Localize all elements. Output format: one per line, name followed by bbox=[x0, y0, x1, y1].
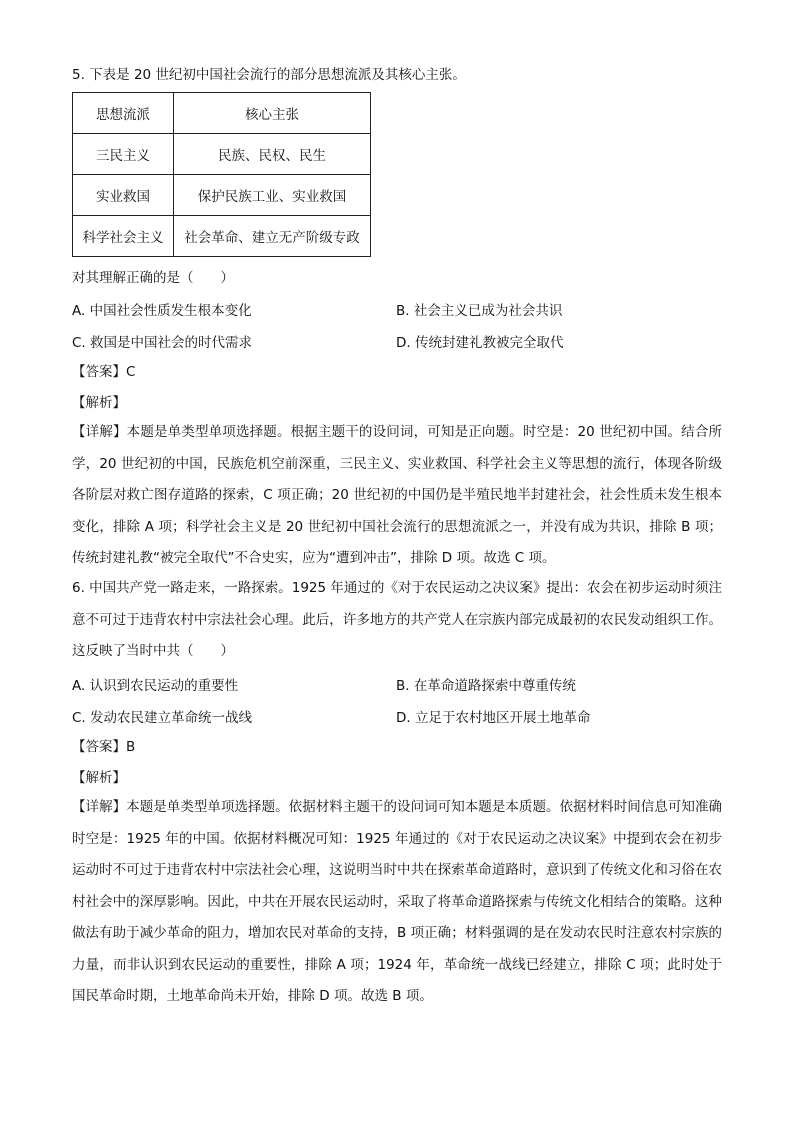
q6-analysis-label: 【解析】 bbox=[72, 770, 126, 786]
table-cell: 保护民族工业、实业救国 bbox=[174, 175, 371, 216]
table-cell: 社会革命、建立无产阶级专政 bbox=[174, 216, 371, 257]
table-cell: 民族、民权、民生 bbox=[174, 134, 371, 175]
q6-detail: 【详解】本题是单类型单项选择题。依据材料主题干的设问词可知本题是本质题。依据材料时间信息可知准确时空是：1925 年的中国。依据材料概况可知：1925 年通过的《对于农民运动之决议案》中提到农会在初步运动时不可过于违背农村中宗法社会心理，这说明当时中共在探索革命道路时，意识到了传统文化和习俗在农村社会中的深厚影响。因此，中共在开展农民运动时，采取了将革命道路探索与传统文化相结合的策略。这种做法有助于减少革命的阻力，增加农民对革命的支持，B 项正确；材料强调的是在发动农民时注意农村宗族的力量，而非认识到农民运动的重要性，排除 A 项；1924 年，革命统一战线已经建立，排除 C 项；此时处于国民革命时期，土地革命尚未开始，排除 D 项。故选 B 项。 bbox=[72, 799, 722, 1004]
q5-option-a: A. 中国社会性质发生根本变化 bbox=[72, 303, 252, 319]
q5-table bbox=[72, 92, 371, 257]
table-cell: 科学社会主义 bbox=[73, 216, 174, 257]
table-row bbox=[73, 175, 371, 216]
table-header-cell: 思想流派 bbox=[73, 93, 174, 134]
q6-option-b: B. 在革命道路探索中尊重传统 bbox=[396, 678, 576, 694]
q5-option-b: B. 社会主义已成为社会共识 bbox=[396, 303, 563, 319]
q6-option-a: A. 认识到农民运动的重要性 bbox=[72, 678, 239, 694]
q6-option-d: D. 立足于农村地区开展土地革命 bbox=[396, 710, 591, 726]
q5-option-d: D. 传统封建礼教被完全取代 bbox=[396, 335, 564, 351]
q5-question: 对其理解正确的是（ ） bbox=[72, 270, 234, 286]
table-row bbox=[73, 93, 371, 134]
q6-stem: 6. 中国共产党一路走来，一路探索。1925 年通过的《对于农民运动之决议案》提出：农会在初步运动时须注意不可过于违背农村中宗法社会心理。此后，许多地方的共产党人在宗族内部完成最初的农民发动组织工作。这反映了当时中共（ ） bbox=[72, 580, 722, 659]
table-cell: 实业救国 bbox=[73, 175, 174, 216]
q5-option-c: C. 救国是中国社会的时代需求 bbox=[72, 335, 253, 351]
table-header-cell: 核心主张 bbox=[174, 93, 371, 134]
q5-stem: 5. 下表是 20 世纪初中国社会流行的部分思想流派及其核心主张。 bbox=[72, 67, 466, 83]
q5-analysis-label: 【解析】 bbox=[72, 395, 126, 411]
table-cell: 三民主义 bbox=[73, 134, 174, 175]
q6-answer: 【答案】B bbox=[72, 739, 136, 755]
table-row bbox=[73, 134, 371, 175]
table-row bbox=[73, 216, 371, 257]
q5-answer: 【答案】C bbox=[72, 364, 136, 380]
q5-detail: 【详解】本题是单类型单项选择题。根据主题干的设问词，可知是正向题。时空是：20 世纪初中国。结合所学，20 世纪初的中国，民族危机空前深重，三民主义、实业救国、科学社会主义等思想的流行，体现各阶级各阶层对救亡图存道路的探索，C 项正确；20 世纪初的中国仍是半殖民地半封建社会，社会性质未发生根本变化，排除 A 项；科学社会主义是 20 世纪初中国社会流行的思想流派之一，并没有成为共识，排除 B 项；传统封建礼教“被完全取代”不合史实，应为“遭到冲击”，排除 D 项。故选 C 项。 bbox=[72, 424, 722, 566]
q6-option-c: C. 发动农民建立革命统一战线 bbox=[72, 710, 253, 726]
